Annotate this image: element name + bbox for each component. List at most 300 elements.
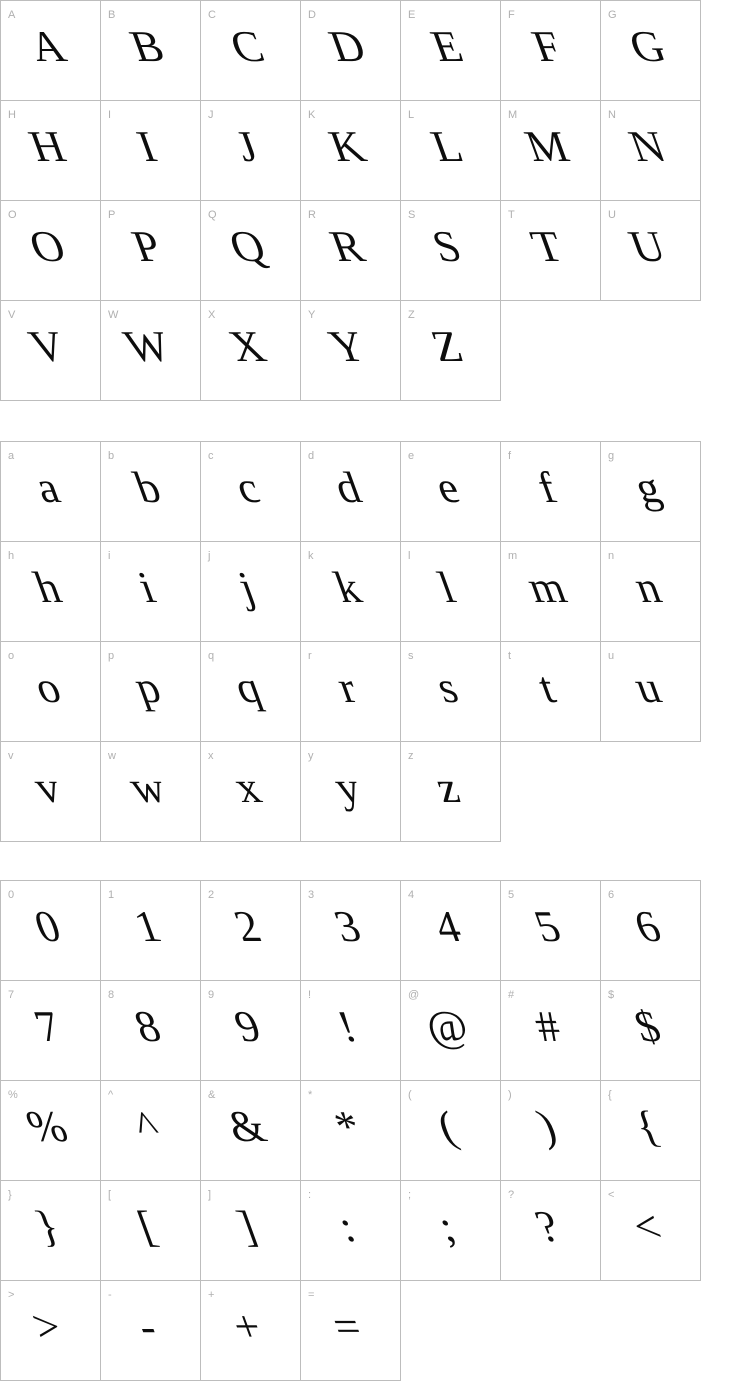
glyph-cell — [0, 300, 101, 401]
glyph-preview: E — [424, 22, 470, 71]
glyph-cell-label: J — [208, 109, 214, 121]
glyph-cell — [500, 641, 601, 742]
glyph-cell — [100, 0, 201, 101]
glyph-cell-label: i — [108, 550, 111, 562]
glyph-preview: f — [530, 463, 564, 512]
glyph-preview-area — [201, 101, 300, 200]
glyph-preview-area — [1, 542, 100, 641]
glyph-cell-label: o — [8, 650, 15, 662]
glyph-preview-area — [1, 1, 100, 100]
glyph-cell — [400, 741, 501, 842]
glyph-cell — [500, 1180, 601, 1281]
glyph-cell-label: ; — [408, 1189, 412, 1201]
glyph-cell — [600, 1080, 701, 1181]
glyph-preview: J — [229, 122, 265, 171]
glyph-cell-label: @ — [408, 989, 420, 1001]
glyph-cell-label: > — [8, 1289, 15, 1301]
glyph-preview: H — [22, 122, 72, 171]
glyph-cell — [100, 1080, 201, 1181]
glyph-grid-row — [0, 980, 701, 1081]
glyph-cell-label: v — [8, 750, 14, 762]
glyph-preview: < — [625, 1202, 669, 1251]
glyph-preview: % — [19, 1102, 75, 1151]
glyph-cell-label: & — [208, 1089, 216, 1101]
glyph-cell-label: a — [8, 450, 15, 462]
glyph-preview-area — [1, 981, 100, 1080]
glyph-preview: K — [322, 122, 372, 171]
glyph-cell — [600, 441, 701, 542]
glyph-cell-label: H — [8, 109, 16, 121]
glyph-preview-area — [401, 442, 500, 541]
glyph-cell-label: 1 — [108, 889, 115, 901]
glyph-preview-area — [201, 1281, 300, 1380]
glyph-cell — [200, 541, 301, 642]
glyph-preview: # — [527, 1002, 567, 1051]
glyph-cell — [100, 980, 201, 1081]
glyph-preview: W — [117, 322, 177, 371]
glyph-preview-area — [501, 642, 600, 741]
glyph-cell — [400, 641, 501, 742]
glyph-preview: M — [518, 122, 576, 171]
glyph-preview: @ — [417, 1002, 477, 1051]
glyph-cell-label: G — [608, 9, 617, 21]
glyph-preview-area — [201, 881, 300, 980]
glyph-cell — [200, 441, 301, 542]
glyph-cell-label: h — [8, 550, 15, 562]
glyph-preview: Y — [322, 322, 372, 371]
glyph-preview: 0 — [27, 902, 67, 951]
glyph-preview-area — [201, 981, 300, 1080]
glyph-cell-label: ! — [308, 989, 312, 1001]
glyph-preview-area — [501, 981, 600, 1080]
glyph-grid-row — [0, 880, 701, 981]
glyph-preview: 1 — [127, 902, 167, 951]
glyph-preview-area — [301, 1081, 400, 1180]
glyph-cell — [500, 980, 601, 1081]
glyph-preview-area — [601, 542, 700, 641]
glyph-cell — [100, 200, 201, 301]
glyph-cell — [100, 641, 201, 742]
glyph-preview: $ — [627, 1002, 667, 1051]
glyph-cell — [300, 880, 401, 981]
glyph-preview-area — [601, 1181, 700, 1280]
glyph-cell-label: c — [208, 450, 214, 462]
glyph-cell-label: u — [608, 650, 615, 662]
glyph-cell — [600, 100, 701, 201]
glyph-cell-label: ^ — [108, 1089, 114, 1101]
glyph-preview-area — [301, 442, 400, 541]
glyph-grid-row — [0, 200, 701, 301]
glyph-cell-label: < — [608, 1189, 615, 1201]
glyph-cell — [100, 1180, 201, 1281]
glyph-preview: > — [25, 1302, 69, 1351]
glyph-cell-label: r — [308, 650, 312, 662]
glyph-cell — [100, 1280, 201, 1381]
glyph-cell-label: L — [408, 109, 415, 121]
glyph-cell — [300, 200, 401, 301]
glyph-preview: 7 — [27, 1002, 67, 1051]
glyph-preview: F — [525, 22, 569, 71]
glyph-preview-area — [401, 881, 500, 980]
glyph-cell — [400, 200, 501, 301]
glyph-cell-label: 0 — [8, 889, 15, 901]
glyph-cell — [0, 880, 101, 981]
glyph-preview: ! — [330, 1002, 364, 1051]
glyph-cell — [0, 980, 101, 1081]
glyph-cell-label: V — [8, 309, 16, 321]
glyph-cell-label: % — [8, 1089, 18, 1101]
glyph-preview-area — [301, 101, 400, 200]
glyph-cell — [200, 300, 301, 401]
glyph-preview-area — [201, 1081, 300, 1180]
glyph-preview: t — [531, 663, 562, 712]
glyph-cell-label: U — [608, 209, 616, 221]
glyph-cell — [500, 100, 601, 201]
glyph-preview-area — [201, 301, 300, 400]
glyph-cell — [200, 980, 301, 1081]
glyph-preview: x — [227, 763, 267, 812]
glyph-cell — [600, 200, 701, 301]
glyph-cell-label: g — [608, 450, 615, 462]
glyph-preview-area — [101, 201, 200, 300]
glyph-cell — [500, 1080, 601, 1181]
glyph-preview-area — [101, 1081, 200, 1180]
glyph-preview: R — [323, 222, 371, 271]
glyph-preview: N — [622, 122, 672, 171]
glyph-cell-label: $ — [608, 989, 615, 1001]
glyph-preview: S — [425, 222, 469, 271]
glyph-preview: = — [325, 1302, 369, 1351]
glyph-preview: : — [331, 1202, 362, 1251]
glyph-preview-area — [301, 742, 400, 841]
glyph-preview: X — [222, 322, 272, 371]
glyph-preview: e — [428, 463, 466, 512]
glyph-preview-area — [301, 642, 400, 741]
glyph-preview-area — [201, 542, 300, 641]
glyph-cell — [100, 300, 201, 401]
glyph-preview-area — [501, 1181, 600, 1280]
glyph-preview: ) — [530, 1102, 564, 1151]
glyph-preview: Q — [222, 222, 272, 271]
glyph-preview-area — [401, 1, 500, 100]
glyph-cell-label: f — [508, 450, 512, 462]
glyph-cell — [500, 880, 601, 981]
glyph-cell-label: R — [308, 209, 316, 221]
glyph-preview: & — [220, 1102, 273, 1151]
glyph-cell — [300, 100, 401, 201]
glyph-preview-area — [101, 442, 200, 541]
glyph-preview-area — [601, 881, 700, 980]
glyph-preview-area — [1, 442, 100, 541]
glyph-cell — [300, 300, 401, 401]
glyph-preview: a — [28, 463, 66, 512]
glyph-cell — [400, 441, 501, 542]
glyph-cell-label: s — [408, 650, 414, 662]
glyph-cell — [500, 441, 601, 542]
glyph-cell — [100, 741, 201, 842]
glyph-preview: ^ — [127, 1102, 167, 1151]
glyph-preview: C — [223, 22, 271, 71]
glyph-cell-label: Y — [308, 309, 316, 321]
glyph-preview: r — [330, 663, 364, 712]
glyph-preview: { — [627, 1102, 667, 1151]
glyph-cell-label: ] — [208, 1189, 212, 1201]
glyph-cell-label: z — [408, 750, 414, 762]
glyph-cell-label: M — [508, 109, 518, 121]
glyph-cell-label: t — [508, 650, 512, 662]
glyph-cell-label: N — [608, 109, 616, 121]
glyph-preview-area — [401, 1081, 500, 1180]
glyph-cell — [300, 980, 401, 1081]
glyph-cell — [0, 1280, 101, 1381]
glyph-cell-label: - — [108, 1289, 112, 1301]
glyph-preview-area — [201, 642, 300, 741]
glyph-cell — [0, 1080, 101, 1181]
glyph-cell — [0, 200, 101, 301]
glyph-preview: n — [627, 563, 667, 612]
glyph-cell-label: 9 — [208, 989, 215, 1001]
glyph-cell — [200, 880, 301, 981]
glyph-grid-digits-symbols — [0, 880, 701, 1381]
glyph-preview: * — [327, 1102, 367, 1151]
glyph-preview-area — [1, 1181, 100, 1280]
glyph-preview: } — [27, 1202, 67, 1251]
glyph-cell — [300, 0, 401, 101]
glyph-cell — [400, 541, 501, 642]
glyph-cell-label: : — [308, 1189, 312, 1201]
glyph-preview: ( — [430, 1102, 464, 1151]
glyph-cell — [200, 641, 301, 742]
glyph-preview-area — [201, 442, 300, 541]
glyph-preview: 3 — [327, 902, 367, 951]
glyph-cell-label: [ — [108, 1189, 112, 1201]
glyph-cell — [400, 1080, 501, 1181]
glyph-cell — [100, 880, 201, 981]
glyph-preview: b — [127, 463, 167, 512]
glyph-cell — [300, 1180, 401, 1281]
glyph-preview-area — [1, 301, 100, 400]
glyph-cell-label: ? — [508, 1189, 515, 1201]
glyph-preview: T — [524, 222, 570, 271]
glyph-cell — [300, 641, 401, 742]
glyph-cell-label: k — [308, 550, 314, 562]
glyph-preview: ] — [230, 1202, 264, 1251]
glyph-cell — [100, 441, 201, 542]
glyph-preview: h — [27, 563, 67, 612]
glyph-preview-area — [1, 742, 100, 841]
glyph-preview: c — [228, 463, 266, 512]
glyph-cell — [100, 541, 201, 642]
glyph-preview: 8 — [127, 1002, 167, 1051]
glyph-cell-label: { — [608, 1089, 612, 1101]
glyph-cell-label: = — [308, 1289, 315, 1301]
glyph-cell — [0, 741, 101, 842]
glyph-cell-label: S — [408, 209, 416, 221]
glyph-preview: - — [130, 1302, 164, 1351]
glyph-preview: k — [327, 563, 367, 612]
glyph-preview-area — [401, 742, 500, 841]
glyph-cell-label: y — [308, 750, 314, 762]
glyph-cell — [600, 980, 701, 1081]
glyph-preview: [ — [130, 1202, 164, 1251]
glyph-cell-label: } — [8, 1189, 12, 1201]
glyph-preview-area — [501, 442, 600, 541]
glyph-cell-label: w — [108, 750, 116, 762]
glyph-preview: 2 — [227, 902, 267, 951]
glyph-preview-area — [101, 301, 200, 400]
glyph-cell-label: n — [608, 550, 615, 562]
glyph-cell — [200, 1280, 301, 1381]
glyph-preview: ; — [431, 1202, 462, 1251]
glyph-grid-row — [0, 1280, 701, 1381]
glyph-preview-area — [101, 542, 200, 641]
glyph-cell — [500, 541, 601, 642]
glyph-preview-area — [401, 101, 500, 200]
glyph-cell — [300, 1080, 401, 1181]
glyph-cell-label: b — [108, 450, 115, 462]
glyph-preview-area — [1, 1281, 100, 1380]
glyph-preview: 4 — [427, 902, 467, 951]
glyph-cell — [200, 100, 301, 201]
glyph-grid-lowercase — [0, 441, 701, 842]
glyph-cell — [600, 0, 701, 101]
glyph-preview: O — [22, 222, 72, 271]
glyph-cell — [300, 741, 401, 842]
glyph-cell-label: X — [208, 309, 216, 321]
glyph-preview: U — [622, 222, 672, 271]
glyph-cell — [100, 100, 201, 201]
glyph-preview: 5 — [527, 902, 567, 951]
glyph-preview-area — [401, 542, 500, 641]
glyph-cell-label: j — [208, 550, 211, 562]
glyph-preview-area — [301, 1181, 400, 1280]
glyph-cell-label: 2 — [208, 889, 215, 901]
glyph-preview: j — [231, 563, 262, 612]
glyph-preview-area — [201, 1181, 300, 1280]
glyph-preview: o — [27, 663, 67, 712]
glyph-preview: i — [131, 563, 162, 612]
glyph-preview-area — [301, 542, 400, 641]
glyph-preview: B — [123, 22, 171, 71]
glyph-preview: s — [429, 663, 465, 712]
glyph-cell — [600, 541, 701, 642]
glyph-grid-row — [0, 441, 701, 542]
glyph-preview-area — [501, 1, 600, 100]
glyph-cell-label: D — [308, 9, 316, 21]
glyph-cell — [300, 441, 401, 542]
glyph-cell — [400, 1180, 501, 1281]
glyph-cell — [200, 741, 301, 842]
glyph-cell-label: p — [108, 650, 115, 662]
glyph-preview: w — [122, 763, 172, 812]
glyph-cell-label: B — [108, 9, 116, 21]
glyph-grid-row — [0, 741, 701, 842]
glyph-preview-area — [101, 1, 200, 100]
glyph-preview-area — [401, 981, 500, 1080]
glyph-preview-area — [601, 981, 700, 1080]
glyph-cell — [0, 441, 101, 542]
glyph-cell — [500, 200, 601, 301]
glyph-preview: l — [431, 563, 462, 612]
glyph-preview: z — [428, 763, 466, 812]
glyph-cell — [200, 1080, 301, 1181]
glyph-grid-row — [0, 100, 701, 201]
glyph-cell-label: 4 — [408, 889, 415, 901]
glyph-cell-label: + — [208, 1289, 215, 1301]
glyph-preview-area — [101, 1181, 200, 1280]
glyph-cell-label: I — [108, 109, 112, 121]
glyph-preview-area — [101, 1281, 200, 1380]
glyph-preview-area — [101, 642, 200, 741]
glyph-cell-label: O — [8, 209, 17, 221]
glyph-cell — [200, 200, 301, 301]
glyph-preview-area — [501, 101, 600, 200]
glyph-cell-label: * — [308, 1089, 313, 1101]
glyph-preview-area — [401, 642, 500, 741]
glyph-cell-label: # — [508, 989, 515, 1001]
glyph-preview: v — [27, 763, 67, 812]
glyph-preview-area — [501, 201, 600, 300]
glyph-preview-area — [301, 1281, 400, 1380]
glyph-cell-label: ( — [408, 1089, 412, 1101]
glyph-cell — [0, 541, 101, 642]
glyph-grid-row — [0, 1080, 701, 1181]
glyph-cell — [400, 300, 501, 401]
glyph-cell — [0, 1180, 101, 1281]
glyph-cell — [400, 0, 501, 101]
glyph-cell-label: E — [408, 9, 416, 21]
glyph-cell-label: 3 — [308, 889, 315, 901]
glyph-cell — [0, 0, 101, 101]
glyph-cell-label: C — [208, 9, 216, 21]
glyph-cell-label: T — [508, 209, 515, 221]
glyph-grid-row — [0, 641, 701, 742]
glyph-cell — [300, 1280, 401, 1381]
glyph-preview-area — [201, 742, 300, 841]
glyph-grid-uppercase — [0, 0, 701, 401]
glyph-grid-row — [0, 300, 701, 401]
glyph-preview: y — [327, 763, 367, 812]
glyph-preview-area — [601, 442, 700, 541]
glyph-cell — [500, 0, 601, 101]
glyph-preview-area — [1, 881, 100, 980]
glyph-grid-row — [0, 0, 701, 101]
glyph-preview-area — [401, 301, 500, 400]
glyph-preview: d — [327, 463, 367, 512]
glyph-preview-area — [101, 881, 200, 980]
glyph-cell-label: Q — [208, 209, 217, 221]
glyph-preview-area — [101, 981, 200, 1080]
glyph-cell-label: Z — [408, 309, 415, 321]
glyph-preview: P — [125, 222, 169, 271]
glyph-preview: q — [227, 663, 267, 712]
glyph-cell — [0, 641, 101, 742]
glyph-cell-label: 6 — [608, 889, 615, 901]
glyph-preview: p — [127, 663, 167, 712]
glyph-preview-area — [501, 1081, 600, 1180]
glyph-preview: L — [424, 122, 470, 171]
glyph-cell-label: W — [108, 309, 119, 321]
glyph-cell — [400, 880, 501, 981]
glyph-preview-area — [601, 642, 700, 741]
glyph-preview: g — [627, 463, 667, 512]
glyph-cell — [600, 880, 701, 981]
glyph-preview: G — [622, 22, 672, 71]
glyph-preview-area — [1, 642, 100, 741]
glyph-cell — [200, 0, 301, 101]
glyph-cell — [200, 1180, 301, 1281]
glyph-preview: 6 — [627, 902, 667, 951]
